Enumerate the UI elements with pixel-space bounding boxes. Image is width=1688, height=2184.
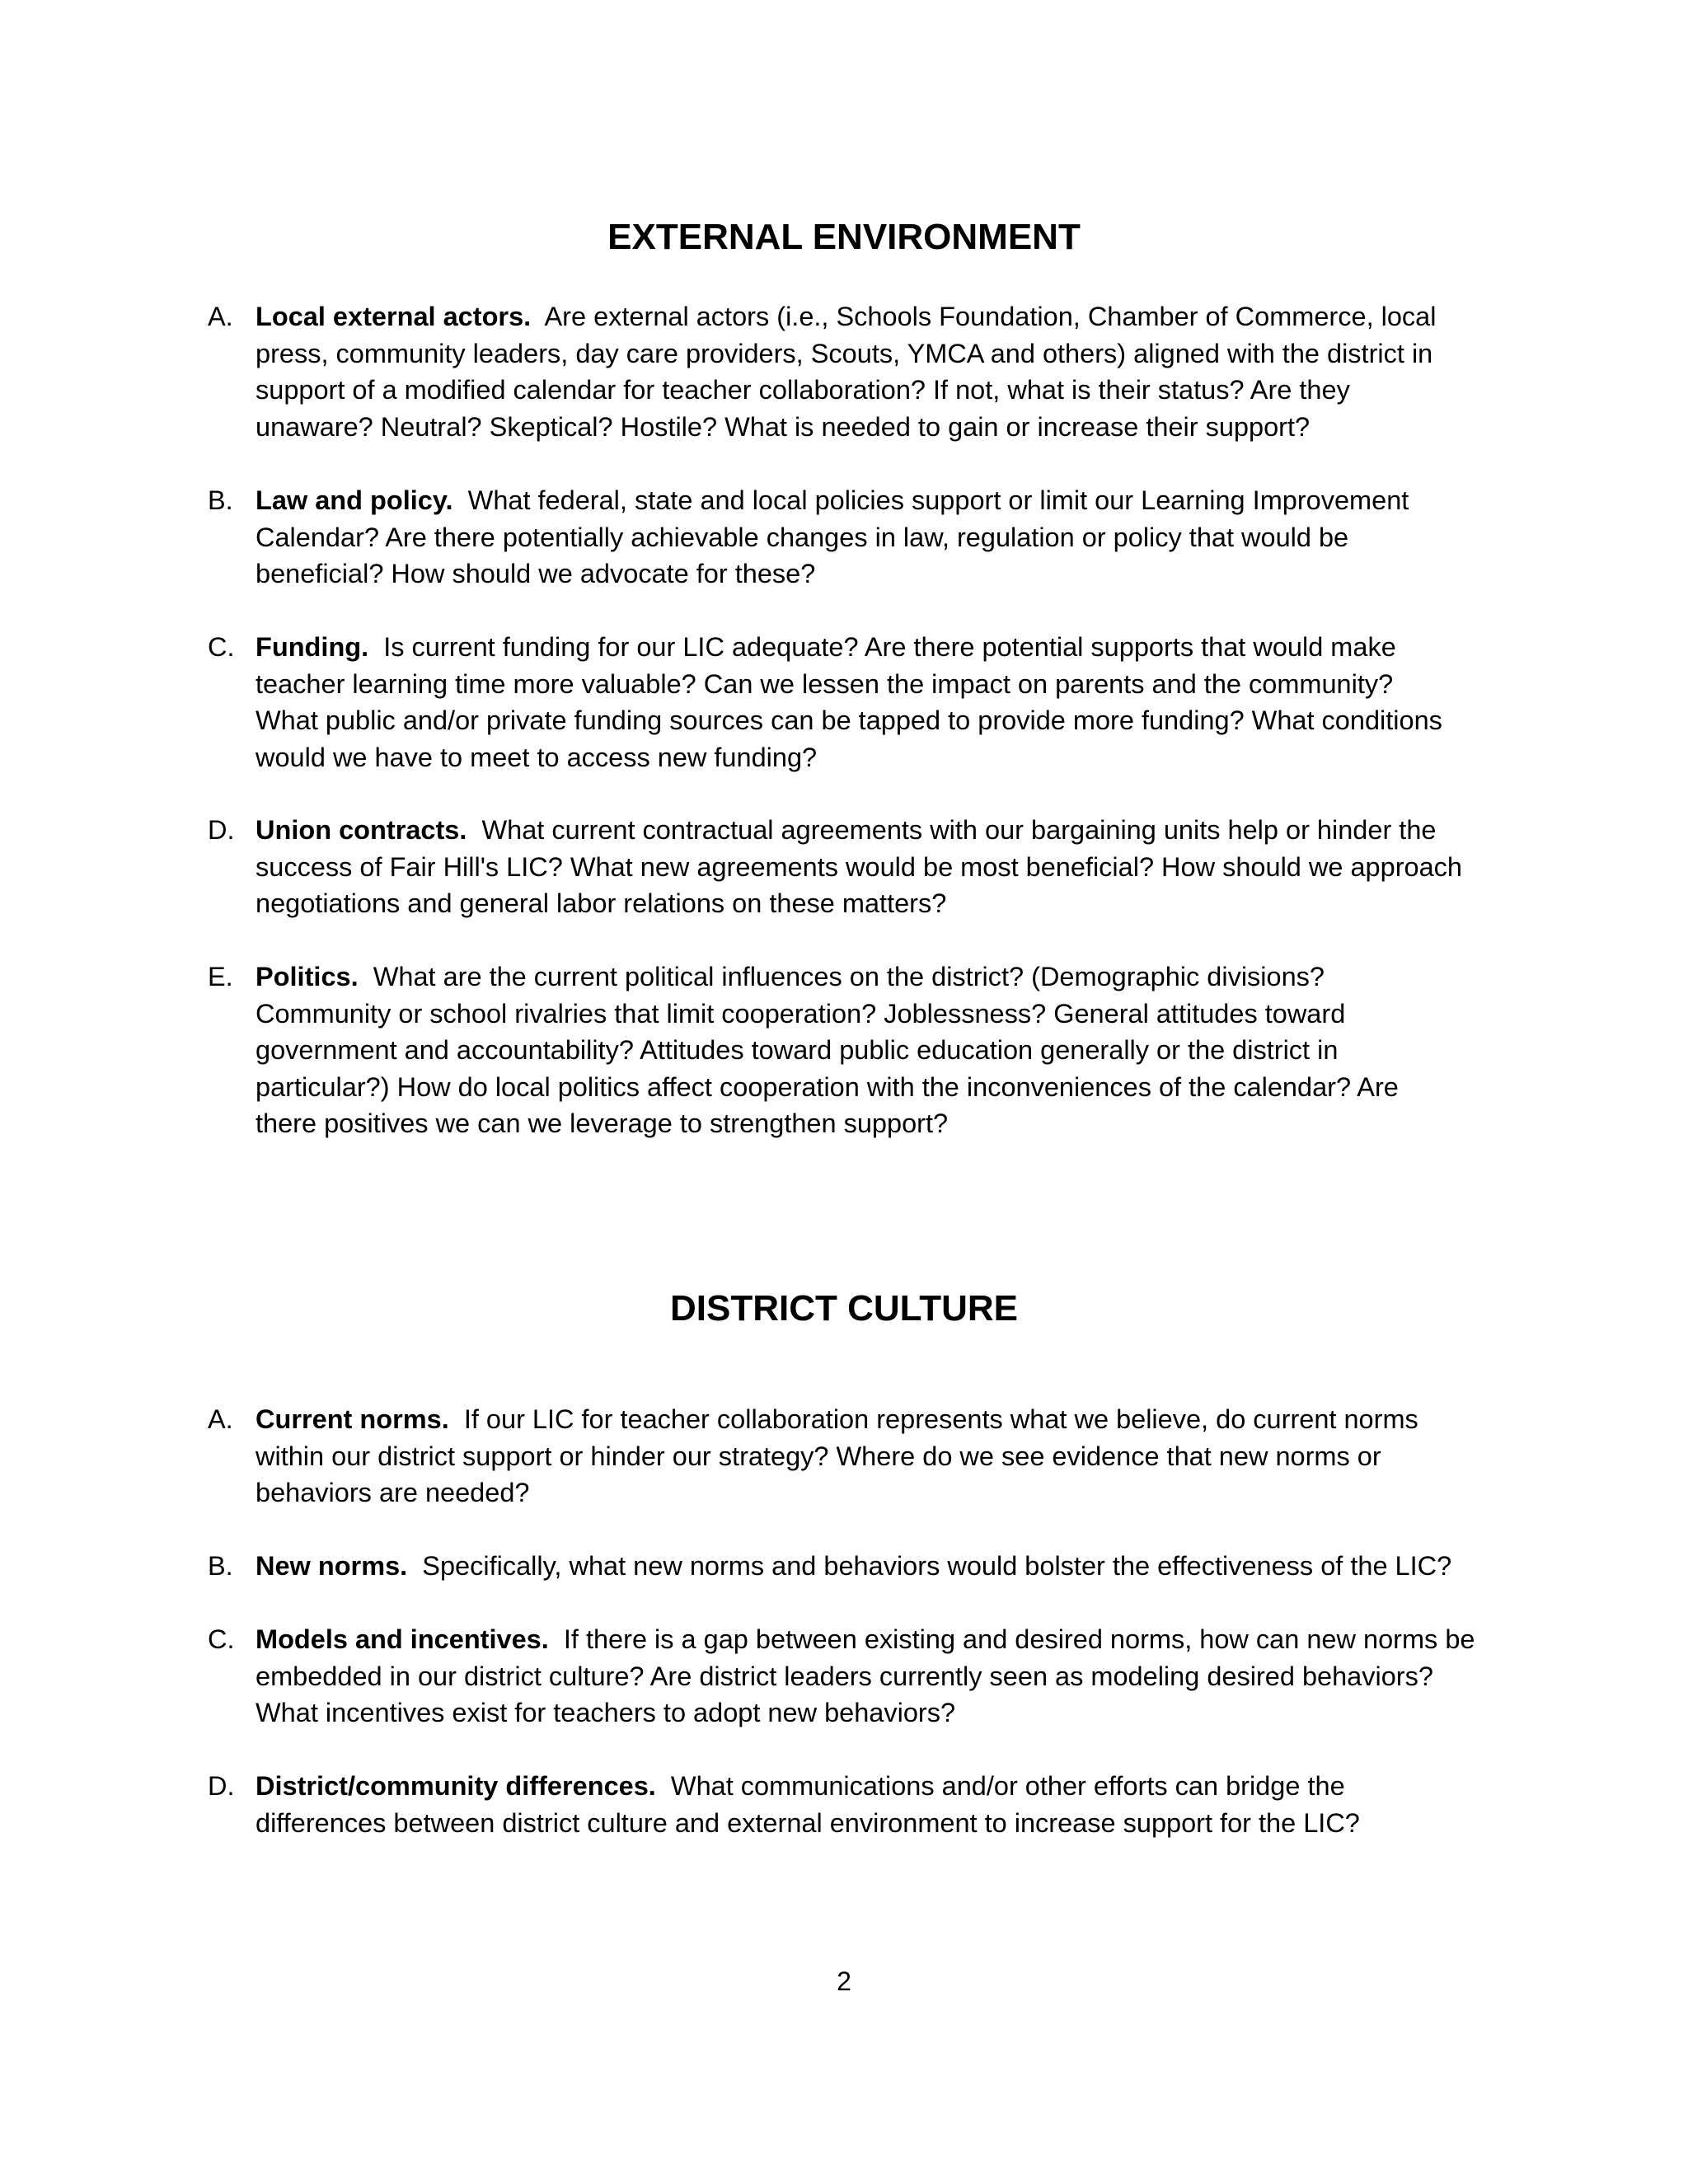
item-body [256, 298, 1526, 445]
external-item-law-and-policy [208, 482, 1526, 593]
item-lead: Politics. [256, 962, 359, 991]
item-body [256, 629, 1526, 776]
item-line: government and accountability? Attitudes toward public education generally or the district in [256, 1035, 1339, 1065]
item-line: negotiations and general labor relations on these matters? [256, 888, 947, 918]
section-title-district-culture: DISTRICT CULTURE [669, 1288, 1019, 1329]
item-line: Is current funding for our LIC adequate? Are there potential supports that would make [383, 632, 1396, 662]
item-lead: Local external actors. [256, 302, 532, 331]
item-line: press, community leaders, day care providers, Scouts, YMCA and others) aligned with the district in [256, 338, 1433, 368]
page-number: 2 [837, 1966, 851, 1996]
item-body [256, 958, 1526, 1142]
item-lead: Law and policy. [256, 485, 453, 515]
item-body [256, 1401, 1526, 1511]
item-line: Calendar? Are there potentially achievable changes in law, regulation or policy that would be [256, 522, 1349, 552]
item-letter: A. [208, 302, 233, 331]
item-line: What public and/or private funding sources can be tapped to provide more funding? What conditions [256, 705, 1442, 735]
item-line: within our district support or hinder our strategy? Where do we see evidence that new norms or [256, 1441, 1381, 1471]
item-body [256, 812, 1526, 922]
item-body [256, 1621, 1526, 1732]
item-line: embedded in our district culture? Are district leaders currently seen as modeling desired behaviors? [256, 1661, 1433, 1691]
item-line: If there is a gap between existing and desired norms, how can new norms be [563, 1624, 1475, 1654]
external-item-local-actors [208, 298, 1526, 445]
item-lead: Funding. [256, 632, 369, 662]
item-line: What current contractual agreements with our bargaining units help or hinder the [481, 815, 1437, 845]
item-letter: C. [208, 632, 235, 662]
item-line: would we have to meet to access new funding? [256, 742, 818, 772]
item-line: What communications and/or other efforts can bridge the [670, 1771, 1345, 1801]
item-body [256, 1548, 1526, 1585]
item-line: What are the current political influences on the district? (Demographic divisions? [373, 962, 1325, 991]
section-title-external-environment: EXTERNAL ENVIRONMENT [607, 217, 1081, 257]
item-line: success of Fair Hill's LIC? What new agreements would be most beneficial? How should we approach [256, 851, 1462, 882]
item-lead: Union contracts. [256, 815, 467, 845]
item-lead: Models and incentives. [256, 1624, 549, 1654]
item-lead: Current norms. [256, 1404, 449, 1434]
item-line: What federal, state and local policies support or limit our Learning Improvement [467, 485, 1409, 515]
item-lead: New norms. [256, 1551, 408, 1581]
item-line: Community or school rivalries that limit cooperation? Joblessness? General attitudes toward [256, 998, 1346, 1029]
item-line: support of a modified calendar for teacher collaboration? If not, what is their status? Are they [256, 375, 1350, 405]
item-line: unaware? Neutral? Skeptical? Hostile? What is needed to gain or increase their support? [256, 411, 1311, 442]
item-line: Specifically, what new norms and behaviors would bolster the effectiveness of the LIC? [422, 1551, 1452, 1581]
district-item-current-norms [208, 1401, 1526, 1511]
external-item-politics [208, 958, 1526, 1142]
item-letter: E. [208, 962, 233, 991]
item-letter: D. [208, 1771, 235, 1801]
item-line: beneficial? How should we advocate for these? [256, 559, 816, 588]
item-line: behaviors are needed? [256, 1478, 530, 1507]
item-letter: D. [208, 815, 235, 845]
district-item-community-differences [208, 1768, 1526, 1841]
item-letter: A. [208, 1404, 233, 1434]
item-body [256, 482, 1526, 593]
district-item-new-norms [208, 1548, 1526, 1585]
item-lead: District/community differences. [256, 1771, 656, 1801]
item-line: teacher learning time more valuable? Can we lessen the impact on parents and the community? [256, 668, 1394, 699]
item-line: there positives we can we leverage to strengthen support? [256, 1108, 949, 1138]
item-letter: C. [208, 1624, 235, 1654]
item-letter: B. [208, 485, 233, 515]
item-letter: B. [208, 1551, 233, 1581]
item-line: Are external actors (i.e., Schools Foundation, Chamber of Commerce, local [544, 302, 1437, 331]
district-item-models-and-incentives [208, 1621, 1526, 1732]
item-line: If our LIC for teacher collaboration represents what we believe, do current norms [463, 1404, 1418, 1434]
item-line: differences between district culture and external environment to increase support for the LIC? [256, 1807, 1360, 1838]
item-line: particular?) How do local politics affect cooperation with the inconveniences of the calendar? Are [256, 1071, 1399, 1102]
item-body [256, 1768, 1526, 1841]
external-item-funding [208, 629, 1526, 776]
item-line: What incentives exist for teachers to adopt new behaviors? [256, 1698, 956, 1727]
external-item-union-contracts [208, 812, 1526, 922]
